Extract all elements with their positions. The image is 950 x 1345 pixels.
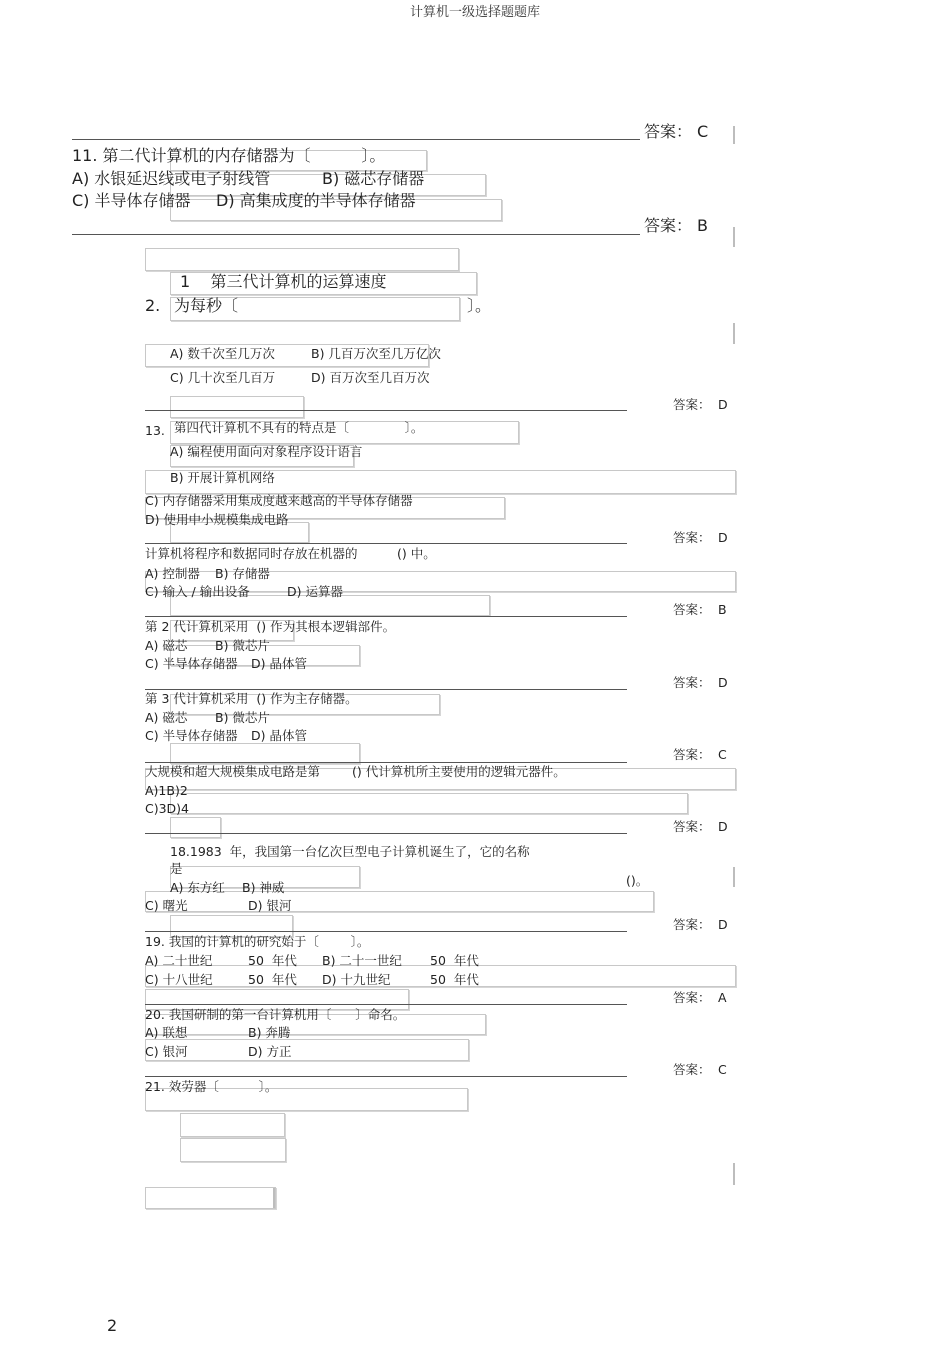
option-a: A) 磁芯 (145, 638, 188, 653)
question-stem: 第四代计算机不具有的特点是〔 〕。 (174, 420, 424, 435)
answer-label: 答案： (673, 747, 711, 762)
question-stem-tail: () 中。 (397, 546, 436, 561)
question-stem-line1: 1 第三代计算机的运算速度 (180, 272, 387, 291)
answer-value: A (718, 990, 727, 1005)
question-stem: 计算机将程序和数据同时存放在机器的 (145, 546, 358, 561)
answer-label: 答案： (644, 216, 693, 235)
option-b: B) 奔腾 (248, 1025, 291, 1040)
option-c: C) 十八世纪 (145, 972, 213, 987)
question-stem-line2: 为每秒〔 (174, 296, 239, 315)
option-c: C) 曙光 (145, 898, 188, 913)
answer-value: D (718, 675, 728, 690)
answer-label: 答案： (673, 990, 711, 1005)
option-c: C) 半导体存储器 (145, 656, 238, 671)
option-b: B) 微芯片 (215, 710, 270, 725)
option-b: B) 微芯片 (215, 638, 270, 653)
question-stem: 19. 我国的计算机的研究始于〔 〕。 (145, 934, 370, 949)
question-stem-close: 〕。 (467, 296, 492, 315)
question-stem: 第 3 代计算机采用 () 作为主存储器。 (145, 691, 358, 706)
question-stem: 18.1983 年，我国第一台亿次巨型电子计算机诞生了，它的名称 (170, 844, 530, 859)
answer-value: D (718, 819, 728, 834)
question-stem: 大规模和超大规模集成电路是第 (145, 764, 321, 779)
option-a: A) 控制器 (145, 566, 200, 581)
answer-label: 答案： (644, 122, 693, 141)
option-b: B) 几百万次至几万亿次 (311, 346, 441, 361)
options-cd: C)3D)4 (145, 801, 190, 816)
option-b: B) 存储器 (215, 566, 270, 581)
option-c: C) 半导体存储器 (72, 191, 191, 210)
question-stem-tail: () 代计算机所主要使用的逻辑元器件。 (352, 764, 566, 779)
answer-value: B (718, 602, 727, 617)
options-ab: A)1B)2 (145, 783, 188, 798)
question-stem: 11. 第二代计算机的内存储器为〔 〕。 (72, 146, 386, 165)
answer-value: C (718, 747, 727, 762)
option-c: C) 几十次至几百万 (170, 370, 276, 385)
question-number: 2. (145, 296, 161, 315)
option-a-suffix: 50 年代 (248, 953, 297, 968)
answer-label: 答案： (673, 397, 711, 412)
answer-value: D (718, 397, 728, 412)
option-c: C) 银河 (145, 1044, 188, 1059)
answer-value: B (697, 216, 708, 235)
option-d: D) 使用中小规模集成电路 (145, 512, 289, 527)
option-d: D) 高集成度的半导体存储器 (216, 191, 416, 210)
option-d: D) 银河 (248, 898, 292, 913)
answer-value: D (718, 530, 728, 545)
option-d: D) 运算器 (287, 584, 343, 599)
answer-label: 答案： (673, 602, 711, 617)
option-d: D) 方正 (248, 1044, 292, 1059)
option-c-suffix: 50 年代 (248, 972, 297, 987)
option-a: A) 磁芯 (145, 710, 188, 725)
option-b: B) 开展计算机网络 (170, 470, 275, 485)
option-b: B) 磁芯存储器 (322, 169, 425, 188)
option-c: C) 输入 / 输出设备 (145, 584, 250, 599)
option-a: A) 二十世纪 (145, 953, 213, 968)
option-a: A) 东方红 (170, 880, 225, 895)
answer-label: 答案： (673, 675, 711, 690)
option-a: A) 水银延迟线或电子射线管 (72, 169, 271, 188)
option-d: D) 晶体管 (251, 656, 307, 671)
question-number: 13. (145, 423, 165, 438)
option-c: C) 半导体存储器 (145, 728, 238, 743)
option-b: B) 二十一世纪 (322, 953, 402, 968)
question-stem-line2: 是 (170, 861, 183, 876)
answer-label: 答案： (673, 819, 711, 834)
option-d: D) 晶体管 (251, 728, 307, 743)
option-d-suffix: 50 年代 (430, 972, 479, 987)
option-a: A) 编程使用面向对象程序设计语言 (170, 444, 363, 459)
page-header-title: 计算机一级选择题题库 (409, 5, 540, 20)
page-number: 2 (107, 1316, 118, 1335)
option-b-suffix: 50 年代 (430, 953, 479, 968)
answer-value: C (697, 122, 709, 141)
option-d: D) 十九世纪 (322, 972, 391, 987)
answer-label: 答案： (673, 917, 711, 932)
answer-value: D (718, 917, 728, 932)
question-stem: 第 2 代计算机采用 () 作为其根本逻辑部件。 (145, 619, 396, 634)
option-c: C) 内存储器采用集成度越来越高的半导体存储器 (145, 493, 413, 508)
option-a: A) 联想 (145, 1025, 188, 1040)
question-stem: 21. 效劳器〔 〕。 (145, 1079, 278, 1094)
question-stem-tail: ()。 (626, 873, 649, 888)
option-d: D) 百万次至几百万次 (311, 370, 430, 385)
answer-value: C (718, 1062, 727, 1077)
answer-label: 答案： (673, 1062, 711, 1077)
option-b: B) 神威 (242, 880, 285, 895)
option-a: A) 数千次至几万次 (170, 346, 275, 361)
question-stem: 20. 我国研制的第一台计算机用〔 〕命名。 (145, 1007, 406, 1022)
answer-label: 答案： (673, 530, 711, 545)
